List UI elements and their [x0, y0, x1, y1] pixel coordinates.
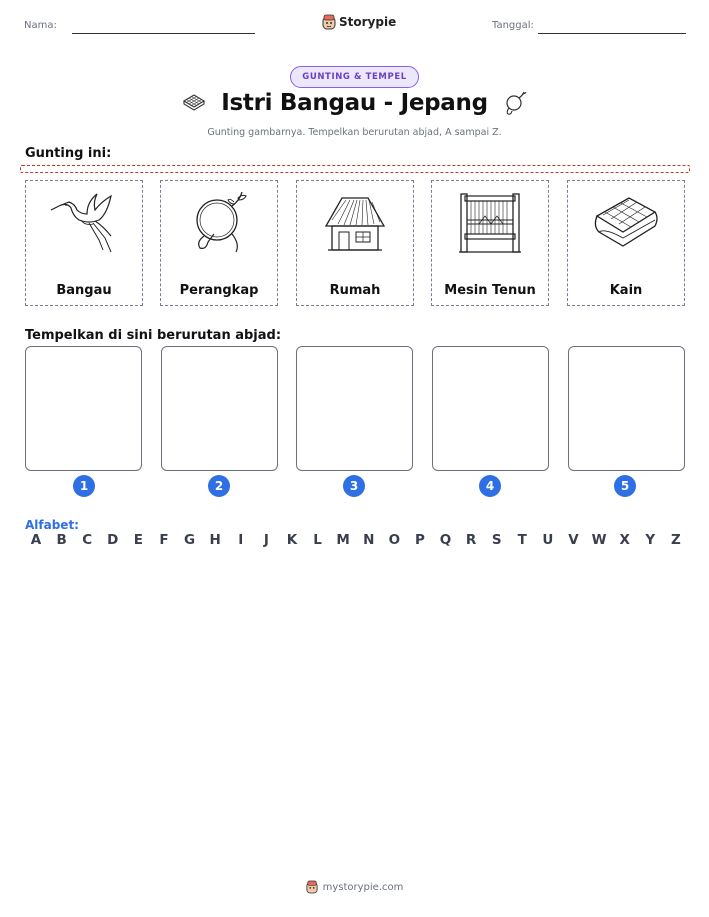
cut-card-kain[interactable] [567, 180, 685, 306]
slot-number-badge: 5 [614, 475, 636, 497]
house-icon [320, 190, 390, 256]
alphabet-letter: X [619, 532, 630, 548]
alphabet-letter: N [363, 532, 375, 548]
paste-slot-3[interactable] [296, 346, 413, 471]
paste-slot-2[interactable] [161, 346, 278, 471]
brand-logo [322, 14, 396, 30]
slot-number-badge: 3 [343, 475, 365, 497]
cloth-icon [591, 190, 661, 256]
alphabet-letter: L [313, 532, 322, 548]
paste-section-label: Tempelkan di sini berurutan abjad: [25, 328, 282, 343]
alphabet-letter: Q [439, 532, 452, 548]
alphabet-label: Alfabet: [25, 518, 79, 532]
alphabet-letter: M [336, 532, 350, 548]
slot-number-badge: 4 [479, 475, 501, 497]
name-label: Nama: [24, 20, 57, 31]
alphabet-letter: H [209, 532, 221, 548]
cloth-icon [181, 93, 207, 113]
alphabet-letter: D [107, 532, 119, 548]
date-line[interactable] [538, 33, 686, 34]
card-label: Rumah [329, 283, 381, 298]
mascot-icon [306, 880, 318, 894]
crane-icon [49, 190, 119, 256]
paste-slot-4[interactable] [432, 346, 549, 471]
alphabet-letter: U [542, 532, 554, 548]
alphabet-letter: K [286, 532, 298, 548]
trap-icon [502, 90, 528, 116]
activity-badge: GUNTING & TEMPEL [290, 66, 419, 88]
alphabet-letter: O [388, 532, 401, 548]
slot-number-badge: 2 [208, 475, 230, 497]
footer-url[interactable]: mystorypie.com [322, 881, 404, 893]
mascot-icon [322, 14, 336, 30]
cut-card-rumah[interactable] [296, 180, 414, 306]
page-title: Istri Bangau - Jepang [221, 90, 488, 116]
card-label: Bangau [56, 283, 112, 298]
date-label: Tanggal: [492, 20, 534, 31]
card-label: Mesin Tenun [444, 283, 536, 298]
brand-name: Storypie [339, 15, 397, 29]
card-label: Perangkap [179, 283, 259, 298]
alphabet-letter: I [238, 532, 244, 548]
cut-card-bangau[interactable] [25, 180, 143, 306]
footer [0, 880, 709, 894]
name-line[interactable] [72, 33, 255, 34]
alphabet-row [26, 532, 686, 548]
alphabet-letter: A [30, 532, 42, 548]
cut-section-label: Gunting ini: [25, 146, 112, 161]
cut-card-mesin-tenun[interactable] [431, 180, 549, 306]
alphabet-letter: G [184, 532, 196, 548]
slot-number-badge: 1 [73, 475, 95, 497]
alphabet-letter: T [517, 532, 527, 548]
alphabet-letter: Y [645, 532, 656, 548]
trap-icon [184, 190, 254, 256]
alphabet-letter: F [159, 532, 169, 548]
instructions: Gunting gambarnya. Tempelkan berurutan abjad, A sampai Z. [207, 127, 502, 138]
alphabet-letter: Z [670, 532, 681, 548]
title-row [0, 90, 709, 116]
alphabet-letter: R [465, 532, 477, 548]
card-label: Kain [609, 283, 643, 298]
alphabet-letter: C [82, 532, 93, 548]
loom-icon [455, 190, 525, 256]
alphabet-letter: V [568, 532, 579, 548]
alphabet-letter: W [591, 532, 607, 548]
paste-slot-1[interactable] [25, 346, 142, 471]
alphabet-letter: J [263, 532, 269, 548]
alphabet-letter: B [56, 532, 67, 548]
alphabet-letter: P [414, 532, 425, 548]
cut-card-perangkap[interactable] [160, 180, 278, 306]
alphabet-letter: S [491, 532, 502, 548]
paste-slot-5[interactable] [568, 346, 685, 471]
cut-line [20, 165, 690, 173]
alphabet-letter: E [133, 532, 143, 548]
